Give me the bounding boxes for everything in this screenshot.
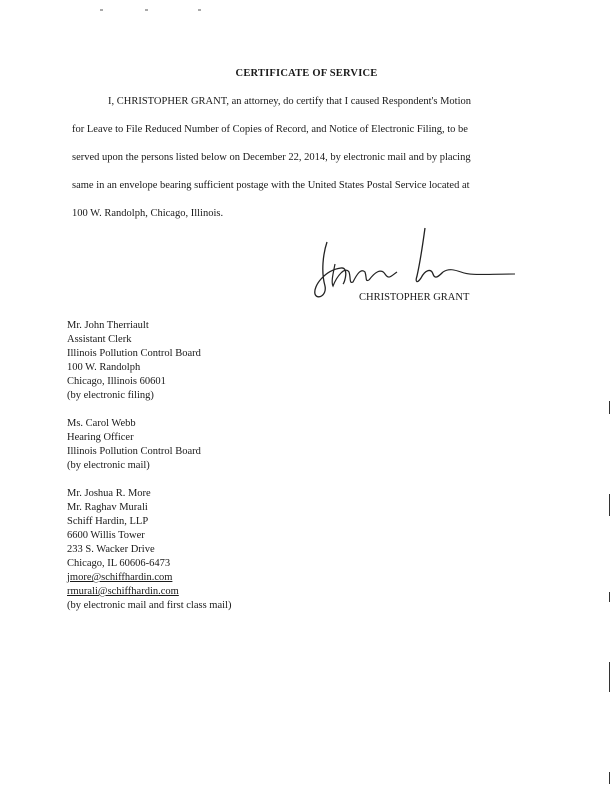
recipient-3-line-4: 6600 Willis Tower xyxy=(67,530,145,541)
email-link-1[interactable]: jmore@schiffhardin.com xyxy=(67,572,173,583)
email-link-2[interactable]: rmurali@schiffhardin.com xyxy=(67,586,179,597)
page-title: CERTIFICATE OF SERVICE xyxy=(235,68,378,79)
signature xyxy=(305,224,525,302)
recipient-1-line-6: (by electronic filing) xyxy=(67,390,154,401)
recipient-3-note: (by electronic mail and first class mail) xyxy=(67,600,232,611)
recipient-3-line-2: Mr. Raghav Murali xyxy=(67,502,148,513)
body-line-4: same in an envelope bearing sufficient postage with the United States Postal Service located at xyxy=(72,180,470,191)
recipient-2-line-3: Illinois Pollution Control Board xyxy=(67,446,201,457)
recipient-3-line-1: Mr. Joshua R. More xyxy=(67,488,151,499)
recipient-1-line-2: Assistant Clerk xyxy=(67,334,132,345)
recipient-block-3 xyxy=(67,487,231,613)
recipient-block-1 xyxy=(67,319,201,403)
scan-artifact xyxy=(100,0,210,4)
signer-name: CHRISTOPHER GRANT xyxy=(359,292,470,303)
recipient-block-2 xyxy=(67,417,201,473)
recipient-3-line-5: 233 S. Wacker Drive xyxy=(67,544,155,555)
recipient-1-line-3: Illinois Pollution Control Board xyxy=(67,348,201,359)
scan-artifact xyxy=(609,772,610,784)
recipient-3-line-6: Chicago, IL 60606-6473 xyxy=(67,558,171,569)
recipient-1-line-1: Mr. John Therriault xyxy=(67,320,149,331)
body-line-1: I, CHRISTOPHER GRANT, an attorney, do certify that I caused Respondent's Motion xyxy=(108,96,472,107)
scan-artifact xyxy=(609,662,610,692)
body-line-5: 100 W. Randolph, Chicago, Illinois. xyxy=(72,208,224,219)
scan-artifact xyxy=(609,592,610,602)
body-line-3: served upon the persons listed below on December 22, 2014, by electronic mail and by placing xyxy=(72,152,471,163)
recipient-3-line-3: Schiff Hardin, LLP xyxy=(67,516,149,527)
scan-artifact xyxy=(609,494,610,516)
recipient-1-line-4: 100 W. Randolph xyxy=(67,362,141,373)
recipient-2-line-4: (by electronic mail) xyxy=(67,460,150,471)
body-line-2: for Leave to File Reduced Number of Copies of Record, and Notice of Electronic Filing, to be xyxy=(72,124,468,135)
recipient-2-line-1: Ms. Carol Webb xyxy=(67,418,136,429)
scan-artifact xyxy=(609,401,610,414)
recipient-2-line-2: Hearing Officer xyxy=(67,432,134,443)
recipient-1-line-5: Chicago, Illinois 60601 xyxy=(67,376,166,387)
